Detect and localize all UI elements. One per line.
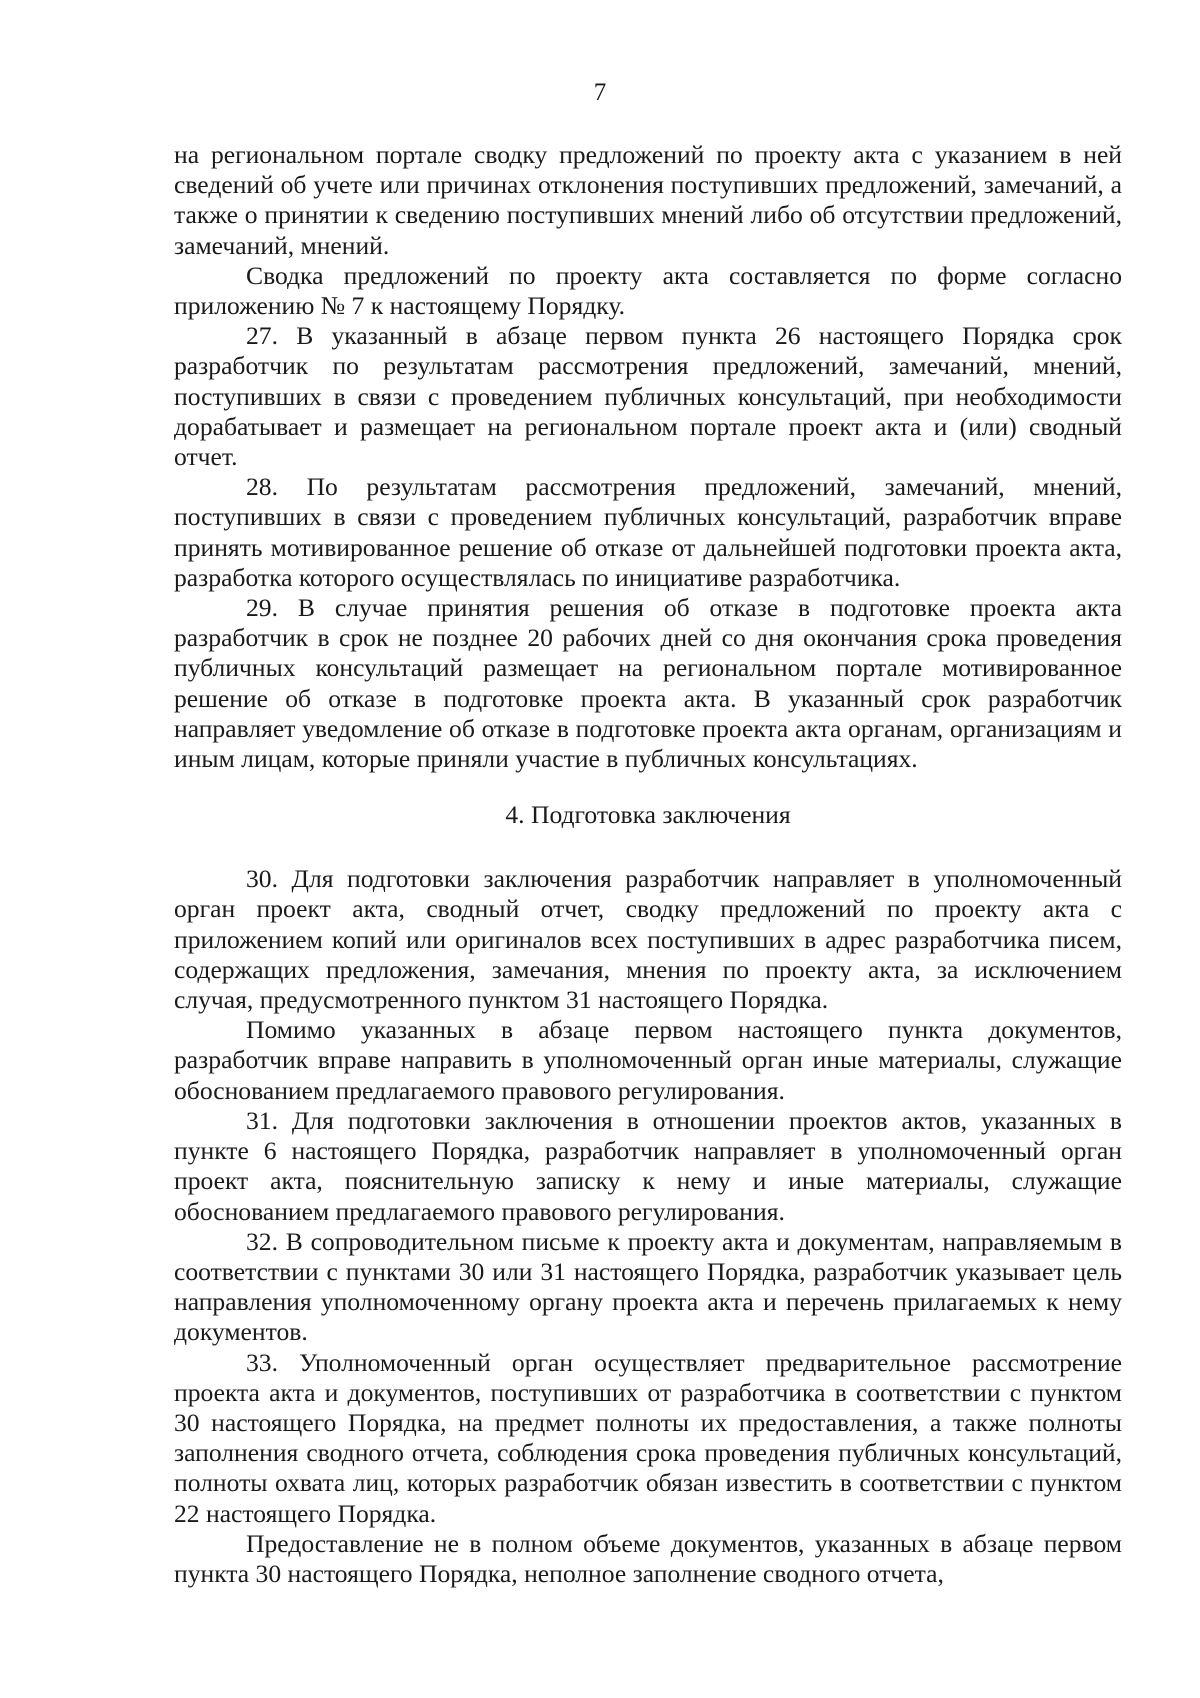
paragraph-item-31: 31. Для подготовки заключения в отношении проектов актов, указанных в пункте 6 настоящего Порядка, разработчик направляет в уполномоченный орган проект акта, пояснительную записку к нему и иные материалы, служащие обоснованием предлагаемого правового регулирования.	[174, 1105, 1122, 1226]
document-body	[174, 140, 1122, 1589]
paragraph: Помимо указанных в абзаце первом настоящего пункта документов, разработчик вправе направить в уполномоченный орган иные материалы, служащие обоснованием предлагаемого правового регулирования.	[174, 1015, 1122, 1105]
paragraph: Сводка предложений по проекту акта составляется по форме согласно приложению № 7 к настоящему Порядку.	[174, 260, 1122, 321]
paragraph-item-29: 29. В случае принятия решения об отказе в подготовке проекта акта разработчик в срок не позднее 20 рабочих дней со дня окончания срока проведения публичных консультаций размещает на региональном портале мотивированное решение об отказе в подготовке проекта акта. В указанный срок разработчик направляет уведомление об отказе в подготовке проекта акта органам, организациям и иным лицам, которые приняли участие в публичных консультациях.	[174, 593, 1122, 774]
paragraph-item-32: 32. В сопроводительном письме к проекту акта и документам, направляемым в соответствии с пунктами 30 или 31 настоящего Порядка, разработчик указывает цель направления уполномоченному органу проекта акта и перечень прилагаемых к нему документов.	[174, 1226, 1122, 1347]
paragraph: Предоставление не в полном объеме документов, указанных в абзаце первом пункта 30 настоящего Порядка, неполное заполнение сводного отчета,	[174, 1528, 1122, 1588]
paragraph-item-27: 27. В указанный в абзаце первом пункта 26 настоящего Порядка срок разработчик по результатам рассмотрения предложений, замечаний, мнений, поступивших в связи с проведением публичных консультаций, при необходимости дорабатывает и размещает на региональном портале проект акта и (или) сводный отчет.	[174, 321, 1122, 472]
paragraph-item-30: 30. Для подготовки заключения разработчик направляет в уполномоченный орган проект акта, сводный отчет, сводку предложений по проекту акта с приложением копий или оригиналов всех поступивших в адрес разработчика писем, содержащих предложения, замечания, мнения по проекту акта, за исключением случая, предусмотренного пунктом 31 настоящего Порядка.	[174, 864, 1122, 1015]
paragraph-item-28: 28. По результатам рассмотрения предложений, замечаний, мнений, поступивших в связи с проведением публичных консультаций, разработчик вправе принять мотивированное решение об отказе от дальнейшей подготовки проекта акта, разработка которого осуществлялась по инициативе разработчика.	[174, 472, 1122, 592]
page-number: 7	[593, 79, 607, 106]
section-heading: 4. Подготовка заключения	[505, 800, 791, 830]
paragraph-continuation: на региональном портале сводку предложений по проекту акта с указанием в ней сведений об учете или причинах отклонения поступивших предложений, замечаний, а также о принятии к сведению поступивших мнений либо об отсутствии предложений, замечаний, мнений.	[174, 140, 1122, 260]
paragraph-item-33: 33. Уполномоченный орган осуществляет предварительное рассмотрение проекта акта и документов, поступивших от разработчика в соответствии с пунктом 30 настоящего Порядка, на предмет полноты их предоставления, а также полноты заполнения сводного отчета, соблюдения срока проведения публичных консультаций, полноты охвата лиц, которых разработчик обязан известить в соответствии с пунктом 22 настоящего Порядка.	[174, 1347, 1122, 1528]
